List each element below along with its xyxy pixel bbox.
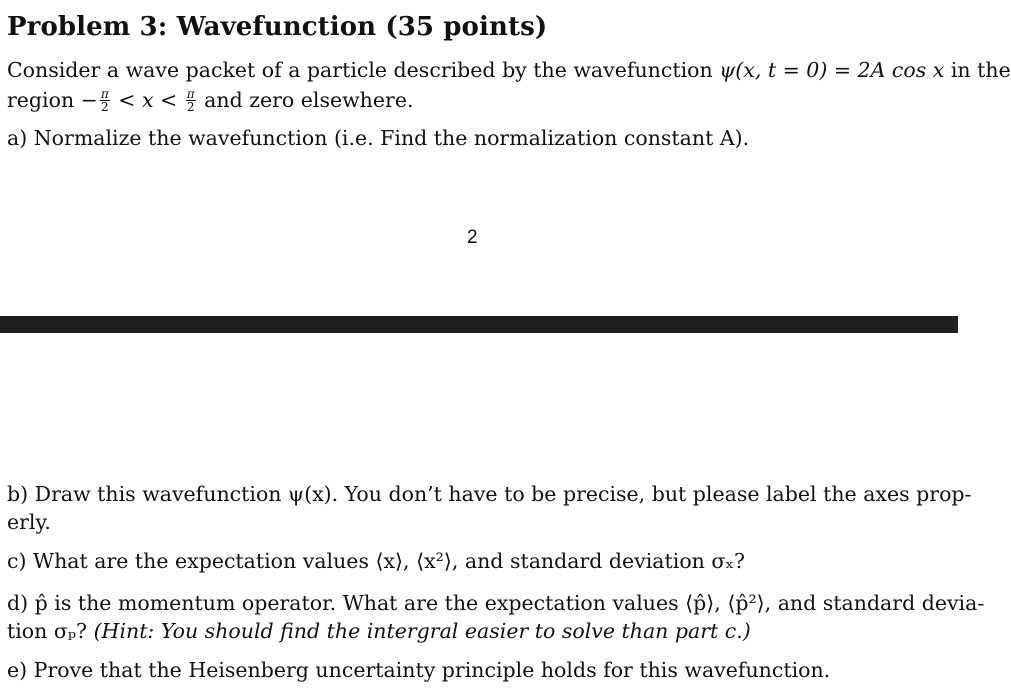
part-d-hint: (Hint: You should find the intergral easier to solve than part c.) xyxy=(93,619,751,643)
fraction-pi-over-2: $\frac{\pi}{2}$ xyxy=(186,87,195,114)
part-e: e) Prove that the Heisenberg uncertainty principle holds for this wavefunction. xyxy=(7,658,831,682)
intro-region-label: region − xyxy=(7,88,98,112)
part-b-line-1: b) Draw this wavefunction ψ(x). You don’t have to be precise, but please label the axes prop- xyxy=(7,482,972,506)
page-break-bar xyxy=(0,316,958,333)
intro-line-1 xyxy=(7,60,1011,81)
intro-line-2 xyxy=(7,88,413,113)
intro-text-2-end: and zero elsewhere. xyxy=(197,88,414,112)
fraction-minus-pi-over-2: $\frac{\pi}{2}$ xyxy=(100,87,109,114)
problem-title: Problem 3: Wavefunction (35 points) xyxy=(7,12,548,42)
wavefunction-expression: ψ(x, t = 0) = 2A cos x xyxy=(719,58,945,82)
part-c: c) What are the expectation values ⟨x⟩, ⟨x²⟩, and standard deviation σₓ? xyxy=(7,549,746,573)
part-b-line-2: erly. xyxy=(7,510,51,534)
page-number: 2 xyxy=(467,227,478,248)
intro-text-1-end: in the xyxy=(944,58,1011,82)
part-d-text: tion σₚ? xyxy=(7,619,94,643)
inequality: < x < xyxy=(111,88,184,112)
part-d-line-1: d) p̂ is the momentum operator. What are the expectation values ⟨p̂⟩, ⟨p̂²⟩, and standard devia- xyxy=(7,591,985,615)
part-d-line-2 xyxy=(7,621,751,642)
intro-text-1: Consider a wave packet of a particle described by the wavefunction xyxy=(7,58,720,82)
part-a: a) Normalize the wavefunction (i.e. Find the normalization constant A). xyxy=(7,126,750,150)
